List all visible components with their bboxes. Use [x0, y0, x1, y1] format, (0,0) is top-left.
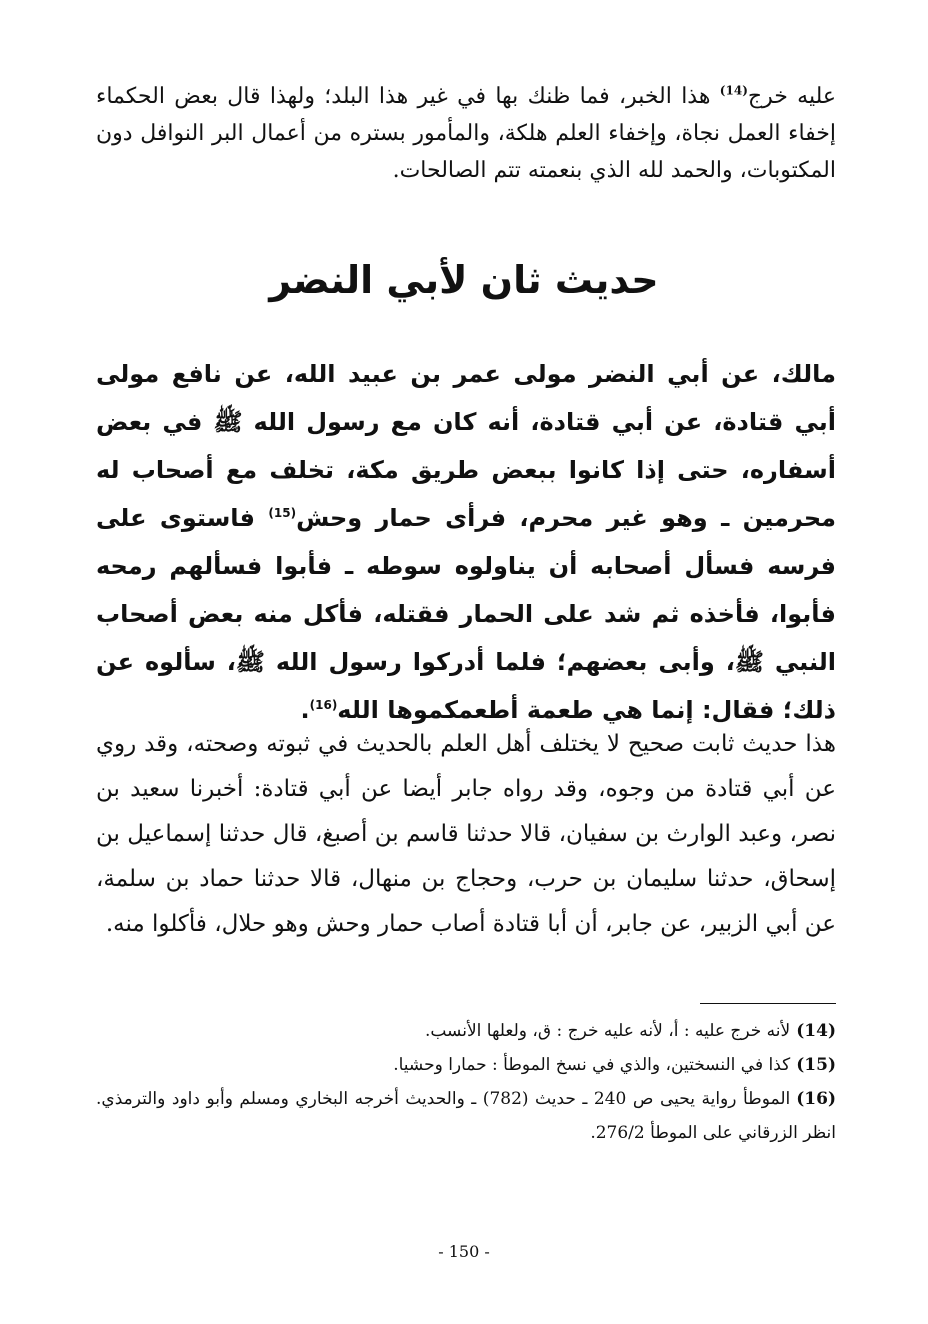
intro-text-end: هذا الخبر، فما ظنك بها في غير هذا البلد؛ ولهذا قال بعض الحكماء إخفاء العمل نجاة، وإخفاء العلم هلكة، والمأمور بستره من أعمال البر النوافل دون المكتوبات، والحمد لله الذي بنعمته تتم الصالحات. [96, 84, 836, 183]
intro-text-start: عليه خرج [747, 84, 836, 109]
hadith-text [96, 350, 836, 734]
footnote-number: (14) [796, 1021, 836, 1041]
footnote-text: الموطأ رواية يحيى ص 240 ـ حديث (782) ـ والحديث أخرجه البخاري ومسلم وأبو داود والترمذي. انظر الزرقاني على الموطأ 276/2. [96, 1089, 836, 1143]
hadith-text-part-2: فاستوى على فرسه فسأل أصحابه أن يناولوه سوطه ـ فأبوا فسألهم رمحه فأبوا، فأخذه ثم شد على الحمار فقتله، فأكل منه بعض أصحاب النبي ﷺ، وأبى بعضهم؛ فلما أدركوا رسول الله ﷺ، سألوه عن ذلك؛ فقال: إنما هي طعمة أطعمكموها الله [96, 504, 836, 724]
footnote-number: (16) [796, 1089, 836, 1109]
footnote-14 [96, 1014, 836, 1048]
page-number: - 150 - [438, 1242, 490, 1261]
footnote-text: كذا في النسختين، والذي في نسخ الموطأ : حمارا وحشيا. [393, 1055, 791, 1075]
footnote-16 [96, 1082, 836, 1150]
section-title: حديث ثان لأبي النضر [269, 258, 659, 302]
footnote-separator [700, 1003, 836, 1004]
intro-paragraph [96, 78, 836, 189]
hadith-text-end: . [300, 696, 310, 724]
footnotes-list [96, 1014, 836, 1150]
hadith-text-part-1: مالك، عن أبي النضر مولى عمر بن عبيد الله، عن نافع مولى أبي قتادة، عن أبي قتادة، أنه كان مع رسول الله ﷺ في بعض أسفاره، حتى إذا كانوا ببعض طريق مكة، تخلف مع أصحاب له محرمين ـ وهو غير محرم، فرأى حمار وحش [96, 360, 836, 532]
footnote-ref-14[interactable]: (14) [719, 83, 748, 98]
footnote-ref-15[interactable]: (15) [268, 506, 297, 520]
footnote-text: لأنه خرج عليه : أ، لأنه عليه خرج : ق، ولعلها الأنسب. [424, 1021, 791, 1041]
commentary-paragraph: هذا حديث ثابت صحيح لا يختلف أهل العلم بالحديث في ثبوته وصحته، وقد روي عن أبي قتادة من وجوه، وقد رواه جابر أيضا عن أبي قتادة: أخبرنا سعيد بن نصر، وعبد الوارث بن سفيان، قالا حدثنا قاسم بن أصبغ، قال حدثنا إسماعيل بن إسحاق، حدثنا سليمان بن حرب، وحجاج بن منهال، قالا حدثنا حماد بن سلمة، عن أبي الزبير، عن جابر، أن أبا قتادة أصاب حمار وحش وهو حلال، فأكلوا منه. [96, 731, 836, 937]
footnote-15 [96, 1048, 836, 1082]
footnote-ref-16[interactable]: (16) [309, 698, 338, 712]
footnote-number: (15) [796, 1055, 836, 1075]
